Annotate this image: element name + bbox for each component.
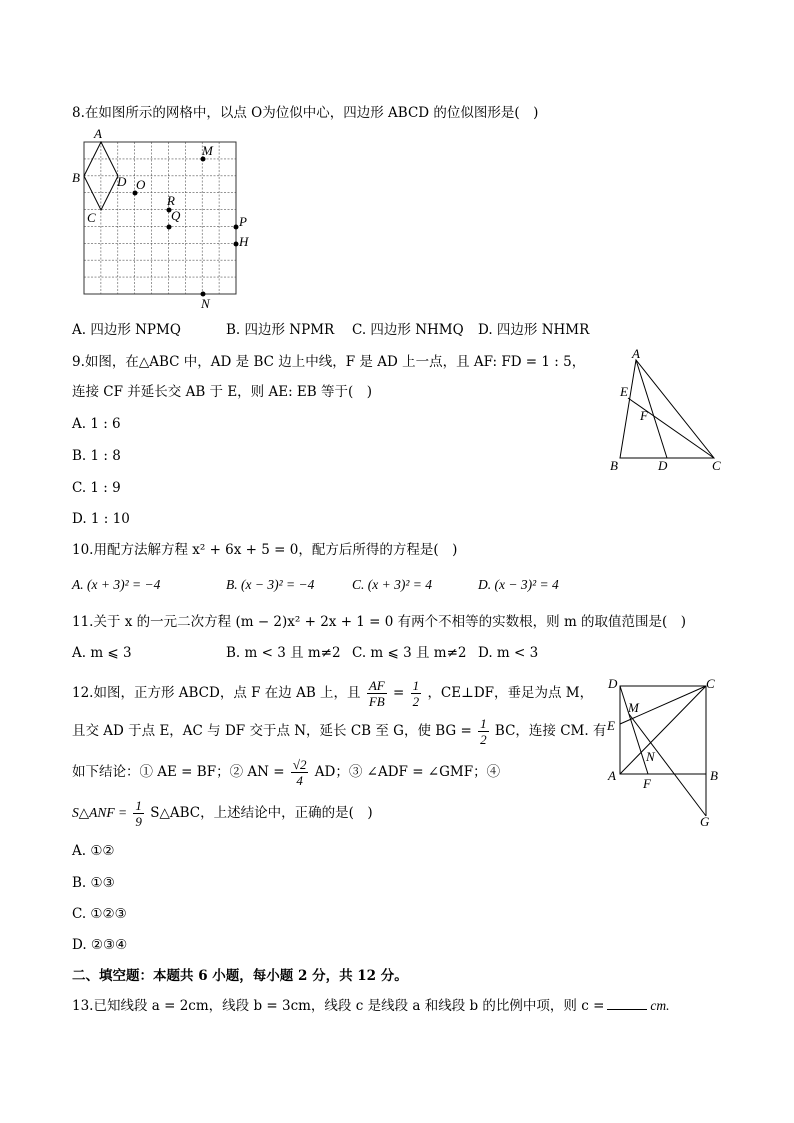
q13-stem: 13.已知线段 a = 2cm，线段 b = 3cm，线段 c 是线段 a 和线段 b 的比例中项，则 c = cm.	[72, 998, 670, 1014]
q12-square-figure	[600, 674, 730, 834]
q9-stem-line2: 连接 CF 并延长交 AB 于 E，则 AE: EB 等于( )	[72, 384, 373, 400]
point-q	[167, 225, 172, 230]
q8-grid-figure	[68, 126, 258, 316]
q10-option-a[interactable]: A. (x + 3)² = −4	[72, 577, 161, 592]
q12-label-a: A	[608, 768, 616, 783]
q10-stem: 10.用配方法解方程 x² + 6x + 5 = 0，配方后所得的方程是( )	[72, 542, 458, 558]
q12-option-b[interactable]: B. ①③	[72, 875, 115, 891]
q11-option-a[interactable]: A. m ⩽ 3	[72, 645, 132, 661]
q11-option-c[interactable]: C. m ⩽ 3 且 m≠2	[352, 645, 467, 661]
label-p: P	[239, 214, 247, 229]
q12-option-d[interactable]: D. ②③④	[72, 937, 128, 953]
q9-label-b: B	[610, 458, 618, 473]
point-h	[234, 242, 239, 247]
q12-label-m: M	[628, 700, 639, 715]
q12-label-d: D	[608, 676, 618, 691]
label-b: B	[72, 170, 80, 185]
q12-option-c[interactable]: C. ①②③	[72, 906, 127, 922]
q11-option-d[interactable]: D. m < 3	[478, 645, 539, 661]
q12-stem-line2: 且交 AD 于点 E，AC 与 DF 交于点 N，延长 CB 至 G，使 BG = $\frac{1}{2}$ BC，连接 CM. 有	[72, 716, 607, 747]
q9-label-f: F	[640, 408, 648, 423]
label-o: O	[136, 177, 146, 192]
q8-option-a[interactable]: A. 四边形 NPMQ	[72, 322, 181, 338]
q8-option-d[interactable]: D. 四边形 NHMR	[478, 322, 590, 338]
q9-triangle-figure	[600, 348, 730, 478]
q12-frac-root2-4: $\frac{√2}{4}$	[292, 757, 307, 788]
q13-answer-blank[interactable]	[607, 997, 647, 1010]
q8-option-b[interactable]: B. 四边形 NPMR	[226, 322, 335, 338]
q9-label-c: C	[712, 458, 721, 473]
label-r: R	[167, 193, 175, 208]
q12-label-b: B	[710, 768, 718, 783]
q12-label-n: N	[646, 749, 655, 764]
q12-stem-line1: 12.如图，正方形 ABCD，点 F 在边 AB 上，且 $\frac{AF}{FB}$ = $\frac{1}{2}$ ，CE⊥DF，垂足为点 M，	[72, 678, 594, 709]
label-d: D	[117, 174, 127, 189]
q10-option-b[interactable]: B. (x − 3)² = −4	[226, 577, 315, 592]
label-m: M	[202, 143, 213, 158]
label-q: Q	[171, 208, 181, 223]
q12-stem-line4: S△ANF = $\frac{1}{9}$ S△ABC，上述结论中，正确的是( )	[72, 798, 373, 829]
q12-stem-line3: 如下结论：① AE = BF；② AN = $\frac{√2}{4}$ AD；③ ∠ADF = ∠GMF；④	[72, 757, 501, 788]
q9-label-e: E	[620, 384, 628, 399]
q12-frac-one-half: $\frac{1}{2}$	[412, 678, 420, 709]
label-a: A	[94, 126, 102, 141]
q9-stem-line1: 9.如图，在△ABC 中，AD 是 BC 边上中线，F 是 AD 上一点，且 AF: FD = 1 : 5，	[72, 354, 586, 370]
point-p	[234, 225, 239, 230]
q9-option-b[interactable]: B. 1 : 8	[72, 448, 121, 464]
q9-label-a: A	[632, 348, 640, 361]
q12-label-g: G	[700, 814, 710, 829]
q12-frac-bg: $\frac{1}{2}$	[480, 716, 487, 747]
q8-stem: 8.在如图所示的网格中，以点 O为位似中心，四边形 ABCD 的位似图形是( )	[72, 105, 539, 121]
q10-option-d[interactable]: D. (x − 3)² = 4	[478, 577, 559, 592]
label-h: H	[239, 234, 249, 249]
q12-frac-af-fb: $\frac{AF}{FB}$	[368, 678, 385, 709]
q11-stem: 11.关于 x 的一元二次方程 (m − 2)x² + 2x + 1 = 0 有两个不相等的实数根，则 m 的取值范围是( )	[72, 614, 687, 630]
q9-label-d: D	[658, 458, 668, 473]
q12-label-c: C	[706, 676, 715, 691]
q12-option-a[interactable]: A. ①②	[72, 843, 115, 859]
q12-label-f: F	[643, 776, 651, 791]
q9-option-d[interactable]: D. 1 : 10	[72, 511, 130, 527]
q9-option-a[interactable]: A. 1 : 6	[72, 416, 121, 432]
q11-option-b[interactable]: B. m < 3 且 m≠2	[226, 645, 341, 661]
q12-label-e: E	[607, 718, 615, 733]
q10-option-c[interactable]: C. (x + 3)² = 4	[352, 577, 433, 592]
q12-frac-one-ninth: $\frac{1}{9}$	[135, 798, 142, 829]
label-n: N	[201, 296, 210, 311]
section-2-heading: 二、填空题：本题共 6 小题，每小题 2 分，共 12 分。	[72, 968, 408, 984]
q9-option-c[interactable]: C. 1 : 9	[72, 480, 121, 496]
q8-option-c[interactable]: C. 四边形 NHMQ	[352, 322, 464, 338]
label-c: C	[87, 210, 96, 225]
